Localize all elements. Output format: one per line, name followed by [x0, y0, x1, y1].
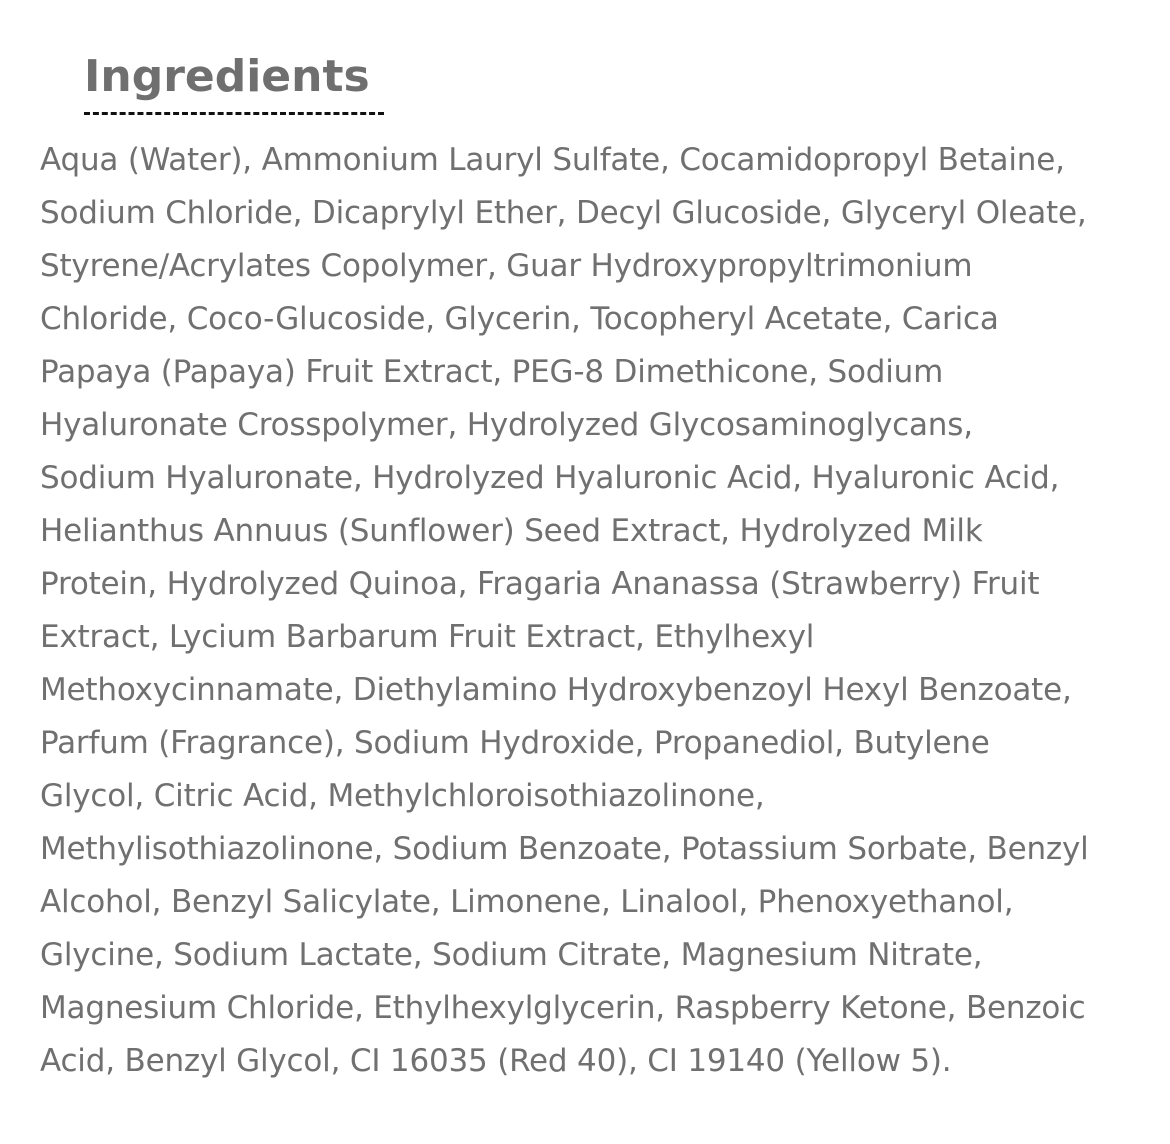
ingredients-line: Methoxycinnamate, Diethylamino Hydroxybenzoyl Hexyl Benzoate,	[40, 672, 1072, 708]
ingredients-line: Sodium Hyaluronate, Hydrolyzed Hyaluronic Acid, Hyaluronic Acid,	[40, 460, 1060, 496]
ingredients-line: Aqua (Water), Ammonium Lauryl Sulfate, Cocamidopropyl Betaine,	[40, 142, 1065, 178]
ingredients-line: Chloride, Coco-Glucoside, Glycerin, Tocopheryl Acetate, Carica	[40, 301, 999, 337]
heading-block	[84, 50, 386, 104]
ingredients-line: Magnesium Chloride, Ethylhexylglycerin, Raspberry Ketone, Benzoic	[40, 990, 1086, 1026]
ingredients-line: Parfum (Fragrance), Sodium Hydroxide, Propanediol, Butylene	[40, 725, 990, 761]
ingredients-line: Extract, Lycium Barbarum Fruit Extract, Ethylhexyl	[40, 619, 815, 655]
ingredients-line: Protein, Hydrolyzed Quinoa, Fragaria Ananassa (Strawberry) Fruit	[40, 566, 1040, 602]
page-title: Ingredients	[84, 51, 370, 102]
ingredients-line: Sodium Chloride, Dicaprylyl Ether, Decyl Glucoside, Glyceryl Oleate,	[40, 195, 1087, 231]
ingredients-line: Styrene/Acrylates Copolymer, Guar Hydroxypropyltrimonium	[40, 248, 973, 284]
dashed-underline	[84, 112, 384, 115]
ingredients-list	[40, 134, 1150, 1088]
ingredients-line: Methylisothiazolinone, Sodium Benzoate, Potassium Sorbate, Benzyl	[40, 831, 1089, 867]
ingredients-line: Papaya (Papaya) Fruit Extract, PEG-8 Dimethicone, Sodium	[40, 354, 944, 390]
ingredients-line: Acid, Benzyl Glycol, CI 16035 (Red 40), CI 19140 (Yellow 5).	[40, 1043, 952, 1079]
ingredients-line: Hyaluronate Crosspolymer, Hydrolyzed Glycosaminoglycans,	[40, 407, 973, 443]
ingredients-line: Glycine, Sodium Lactate, Sodium Citrate, Magnesium Nitrate,	[40, 937, 983, 973]
ingredients-line: Helianthus Annuus (Sunflower) Seed Extract, Hydrolyzed Milk	[40, 513, 983, 549]
ingredients-line: Alcohol, Benzyl Salicylate, Limonene, Linalool, Phenoxyethanol,	[40, 884, 1014, 920]
ingredients-line: Glycol, Citric Acid, Methylchloroisothiazolinone,	[40, 778, 765, 814]
